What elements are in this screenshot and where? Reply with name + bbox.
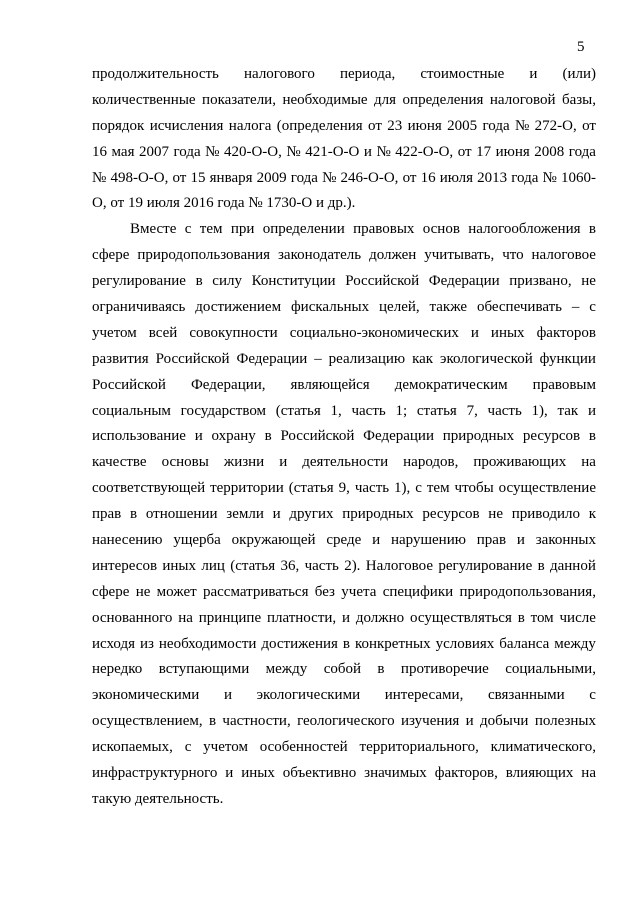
word: в xyxy=(588,221,596,238)
word: принципе xyxy=(198,609,262,626)
word: 9, xyxy=(338,480,350,497)
word: июня xyxy=(495,143,530,160)
word: демократическим xyxy=(394,376,508,393)
word: обеспечивать xyxy=(476,299,562,316)
word: правовых xyxy=(353,221,415,238)
word: от xyxy=(457,143,472,160)
word: в xyxy=(208,713,217,730)
word: законных xyxy=(535,532,596,549)
word: № xyxy=(376,143,391,160)
text-line xyxy=(92,528,596,554)
word: социальными, xyxy=(505,661,596,678)
word: и xyxy=(465,713,474,730)
text-line xyxy=(92,295,596,321)
word: совокупности xyxy=(189,324,278,341)
word: учетом xyxy=(203,739,248,756)
word: специфики xyxy=(382,583,454,600)
word: года xyxy=(290,169,318,186)
word: № xyxy=(205,143,220,160)
word: иных xyxy=(162,557,197,574)
word: собой xyxy=(323,661,362,678)
word: иных xyxy=(490,324,525,341)
word: 16 xyxy=(92,143,107,160)
word: на xyxy=(581,454,596,471)
text-line xyxy=(92,632,596,658)
word: 23 xyxy=(387,117,403,134)
word: ущерба xyxy=(173,532,221,549)
word: из xyxy=(139,635,154,652)
word: № xyxy=(322,169,337,186)
word: с xyxy=(589,687,596,704)
word: и xyxy=(587,402,596,419)
word: и xyxy=(516,532,525,549)
word: часть xyxy=(354,480,390,497)
word: реализацию xyxy=(328,350,406,367)
word: и xyxy=(225,765,234,782)
word: в xyxy=(517,609,525,626)
word: Федерации xyxy=(236,350,308,367)
word: января xyxy=(209,169,253,186)
word: силу xyxy=(212,273,242,290)
word: 16 xyxy=(420,169,436,186)
word: геологического xyxy=(297,713,395,730)
word: 15 xyxy=(190,169,206,186)
text-line xyxy=(92,269,596,295)
word: июля xyxy=(439,169,473,186)
word: на xyxy=(581,765,596,782)
word: достижения xyxy=(261,635,338,652)
text-line xyxy=(92,217,596,243)
word: государством xyxy=(180,402,267,419)
word: налогового xyxy=(244,66,315,82)
word: года xyxy=(568,143,596,160)
word: природопользования, xyxy=(459,583,596,600)
text-line xyxy=(92,88,596,114)
word: 2008 xyxy=(534,143,565,160)
word: основанного xyxy=(92,609,173,626)
word: периода, xyxy=(339,66,396,82)
text-line: О, от 19 июля 2016 года № 1730-О и др.). xyxy=(92,195,356,212)
word: часть xyxy=(304,557,339,574)
word: Российской xyxy=(155,350,230,367)
word: конкретных xyxy=(354,635,431,652)
word: порядок xyxy=(92,117,145,134)
word: тем xyxy=(426,480,450,497)
word: № xyxy=(542,169,557,186)
word: для xyxy=(374,91,397,108)
text-line xyxy=(92,761,596,787)
word: Федерации, xyxy=(190,376,266,393)
word: 7, xyxy=(466,402,478,419)
word: платности, xyxy=(266,609,337,626)
text-line xyxy=(92,114,596,140)
word: с xyxy=(415,480,422,497)
word: значимых xyxy=(364,765,427,782)
word: жизни xyxy=(223,454,265,471)
word: правовым xyxy=(532,376,596,393)
word: продолжительность xyxy=(92,66,219,82)
word: 2005 xyxy=(447,117,478,134)
word: интересами, xyxy=(384,687,464,704)
word: с xyxy=(184,739,192,756)
word: налоговое xyxy=(531,247,596,264)
word: (определения xyxy=(276,117,363,134)
word: экологической xyxy=(440,350,533,367)
word: между xyxy=(265,661,308,678)
word: 2013 xyxy=(477,169,508,186)
word: 2). xyxy=(344,557,361,574)
word: от xyxy=(582,117,596,134)
word: необходимости xyxy=(158,635,257,652)
text-line xyxy=(92,450,596,476)
word: – xyxy=(571,299,580,316)
word: полезных xyxy=(534,713,596,730)
word: июня xyxy=(407,117,442,134)
word: том xyxy=(530,609,554,626)
word: функции xyxy=(539,350,596,367)
word: стоимостные xyxy=(420,66,505,82)
word: тем xyxy=(199,221,223,238)
word: влияющих xyxy=(505,765,574,782)
word: в xyxy=(195,273,203,290)
text-line xyxy=(92,606,596,632)
word: количественные xyxy=(92,91,196,108)
word: и xyxy=(529,66,538,82)
word: ограничиваясь xyxy=(92,299,186,316)
text-line xyxy=(92,166,596,192)
word: сфере xyxy=(92,583,130,600)
word: учета xyxy=(341,583,377,600)
word: изучения xyxy=(401,713,460,730)
word: прав xyxy=(476,532,507,549)
word: добычи xyxy=(480,713,529,730)
word: в xyxy=(264,428,272,445)
word: в xyxy=(342,635,350,652)
word: так xyxy=(557,402,579,419)
word: при xyxy=(230,221,255,238)
word: не xyxy=(581,273,596,290)
word: природопользования xyxy=(137,247,271,264)
word: противоречие xyxy=(400,661,489,678)
word: сфере xyxy=(92,247,130,264)
text-line xyxy=(92,683,596,709)
word: 2007 xyxy=(138,143,169,160)
word: должен xyxy=(369,247,417,264)
word: от xyxy=(172,169,187,186)
word: № xyxy=(92,169,107,186)
word: не xyxy=(135,583,151,600)
word: Налоговое xyxy=(365,557,433,574)
text-line xyxy=(92,243,596,269)
text-line xyxy=(92,580,596,606)
word: (статья xyxy=(288,480,334,497)
word: в xyxy=(537,557,545,574)
word: 36, xyxy=(280,557,300,574)
word: инфраструктурного xyxy=(92,765,218,782)
word: и xyxy=(342,609,351,626)
word: 246-О-О, xyxy=(340,169,399,186)
word: 421-О-О xyxy=(305,143,360,160)
text-line xyxy=(92,709,596,735)
word: экологическими xyxy=(256,687,361,704)
word: и xyxy=(194,428,203,445)
word: фискальных xyxy=(290,299,370,316)
word: и xyxy=(470,324,479,341)
word: Российской xyxy=(92,376,166,393)
word: качестве xyxy=(92,454,147,471)
word: частности, xyxy=(222,713,291,730)
word: может xyxy=(156,583,197,600)
word: (или) xyxy=(562,66,596,82)
text-line xyxy=(92,399,596,425)
word: не xyxy=(488,506,503,523)
word: земли xyxy=(226,506,264,523)
word: нарушению xyxy=(390,532,466,549)
word: прав xyxy=(92,506,122,523)
word: ископаемых, xyxy=(92,739,173,756)
word: социальным xyxy=(92,402,171,419)
word: регулирование xyxy=(438,557,533,574)
word: от xyxy=(402,169,417,186)
word: баланса xyxy=(499,635,550,652)
word: использование xyxy=(92,428,186,445)
word: года xyxy=(482,117,510,134)
word: на xyxy=(178,609,193,626)
word: 498-О-О, xyxy=(110,169,169,186)
word: и xyxy=(272,506,281,523)
word: ресурсов xyxy=(522,428,581,445)
word: 1; xyxy=(395,402,408,419)
word: социально-экономических xyxy=(289,324,459,341)
word: призвано, xyxy=(509,273,572,290)
word: определении xyxy=(262,221,345,238)
word: 1), xyxy=(394,480,411,497)
word: также xyxy=(429,299,468,316)
word: территориального, xyxy=(359,739,479,756)
word: отношении xyxy=(145,506,218,523)
word: в xyxy=(377,661,385,678)
word: связанными xyxy=(487,687,565,704)
word: к xyxy=(588,506,596,523)
word: (статья xyxy=(230,557,276,574)
word: проживающих xyxy=(473,454,567,471)
word: 1060- xyxy=(560,169,596,186)
word: и xyxy=(363,143,372,160)
text-line xyxy=(92,554,596,580)
word: чтобы xyxy=(454,480,494,497)
word: основы xyxy=(161,454,209,471)
word: от xyxy=(368,117,382,134)
text-line xyxy=(92,347,596,373)
word: определения xyxy=(402,91,484,108)
word: объективно xyxy=(282,765,357,782)
word: Федерации xyxy=(363,428,434,445)
word: что xyxy=(502,247,524,264)
word: осуществляться xyxy=(410,609,512,626)
word: рассматриваться xyxy=(202,583,309,600)
word: факторов xyxy=(536,324,596,341)
word: необходимые xyxy=(282,91,368,108)
word: территории xyxy=(210,480,284,497)
text-line xyxy=(92,657,596,683)
word: интересов xyxy=(92,557,158,574)
word: климатического, xyxy=(490,739,596,756)
word: природных xyxy=(342,506,414,523)
word: года xyxy=(511,169,539,186)
word: законодатель xyxy=(277,247,362,264)
word: среде xyxy=(326,532,362,549)
word: целей, xyxy=(379,299,420,316)
word: с xyxy=(184,221,192,238)
word: 420-О-О, xyxy=(223,143,282,160)
word: Вместе xyxy=(130,221,177,238)
word: числе xyxy=(559,609,596,626)
text-line xyxy=(92,424,596,450)
word: особенностей xyxy=(259,739,348,756)
word: факторов, xyxy=(434,765,498,782)
word: часть xyxy=(351,402,386,419)
word: (статья xyxy=(275,402,321,419)
word: 422-О-О, xyxy=(395,143,454,160)
word: основ xyxy=(422,221,460,238)
word: в xyxy=(130,506,138,523)
word: Российской xyxy=(345,273,420,290)
word: статья xyxy=(416,402,457,419)
word: и xyxy=(279,454,288,471)
word: приводило xyxy=(511,506,580,523)
text-line: такую деятельность. xyxy=(92,790,224,807)
word: – xyxy=(314,350,322,367)
word: являющейся xyxy=(290,376,370,393)
word: должно xyxy=(355,609,405,626)
word: учитывать, xyxy=(424,247,495,264)
document-body xyxy=(92,62,596,813)
text-line xyxy=(92,502,596,528)
word: лиц xyxy=(201,557,225,574)
text-line xyxy=(92,476,596,502)
word: других xyxy=(289,506,334,523)
word: соответствующей xyxy=(92,480,206,497)
word: часть xyxy=(487,402,522,419)
word: осуществлением, xyxy=(92,713,203,730)
word: мая xyxy=(111,143,135,160)
word: Конституции xyxy=(251,273,336,290)
word: № xyxy=(514,117,530,134)
word: 1), xyxy=(531,402,548,419)
word: с xyxy=(589,299,596,316)
word: 272-О, xyxy=(534,117,577,134)
text-line xyxy=(92,735,596,761)
word: Федерации xyxy=(428,273,500,290)
word: осуществление xyxy=(498,480,596,497)
word: без xyxy=(314,583,335,600)
word: условиях xyxy=(435,635,495,652)
word: вступающими xyxy=(158,661,250,678)
word: данной xyxy=(549,557,596,574)
word: налога xyxy=(228,117,272,134)
word: нередко xyxy=(92,661,143,678)
word: нанесению xyxy=(92,532,163,549)
text-line xyxy=(92,321,596,347)
word: исчисления xyxy=(149,117,224,134)
word: налоговой xyxy=(489,91,556,108)
word: развития xyxy=(92,350,149,367)
word: Российской xyxy=(280,428,355,445)
word: налогообложения xyxy=(468,221,581,238)
word: ресурсов xyxy=(422,506,480,523)
word: года xyxy=(173,143,201,160)
word: 17 xyxy=(476,143,492,160)
word: в xyxy=(588,428,596,445)
word: иных xyxy=(241,765,275,782)
word: и xyxy=(372,532,381,549)
word: показатели, xyxy=(202,91,276,108)
text-line xyxy=(92,62,596,88)
word: природных xyxy=(442,428,515,445)
word: между xyxy=(554,635,596,652)
text-line xyxy=(92,140,596,166)
word: окружающей xyxy=(231,532,316,549)
word: 2009 xyxy=(256,169,287,186)
word: народов, xyxy=(403,454,459,471)
word: экономическими xyxy=(92,687,200,704)
word: как xyxy=(412,350,434,367)
word: № xyxy=(286,143,301,160)
word: охрану xyxy=(211,428,256,445)
word: 1, xyxy=(330,402,342,419)
page-number: 5 xyxy=(577,39,585,55)
word: учетом xyxy=(92,324,137,341)
word: достижением xyxy=(195,299,282,316)
word: и xyxy=(223,687,232,704)
word: базы, xyxy=(561,91,596,108)
word: всей xyxy=(148,324,178,341)
word: деятельности xyxy=(302,454,389,471)
word: регулирование xyxy=(92,273,186,290)
word: исходя xyxy=(92,635,136,652)
text-line xyxy=(92,373,596,399)
